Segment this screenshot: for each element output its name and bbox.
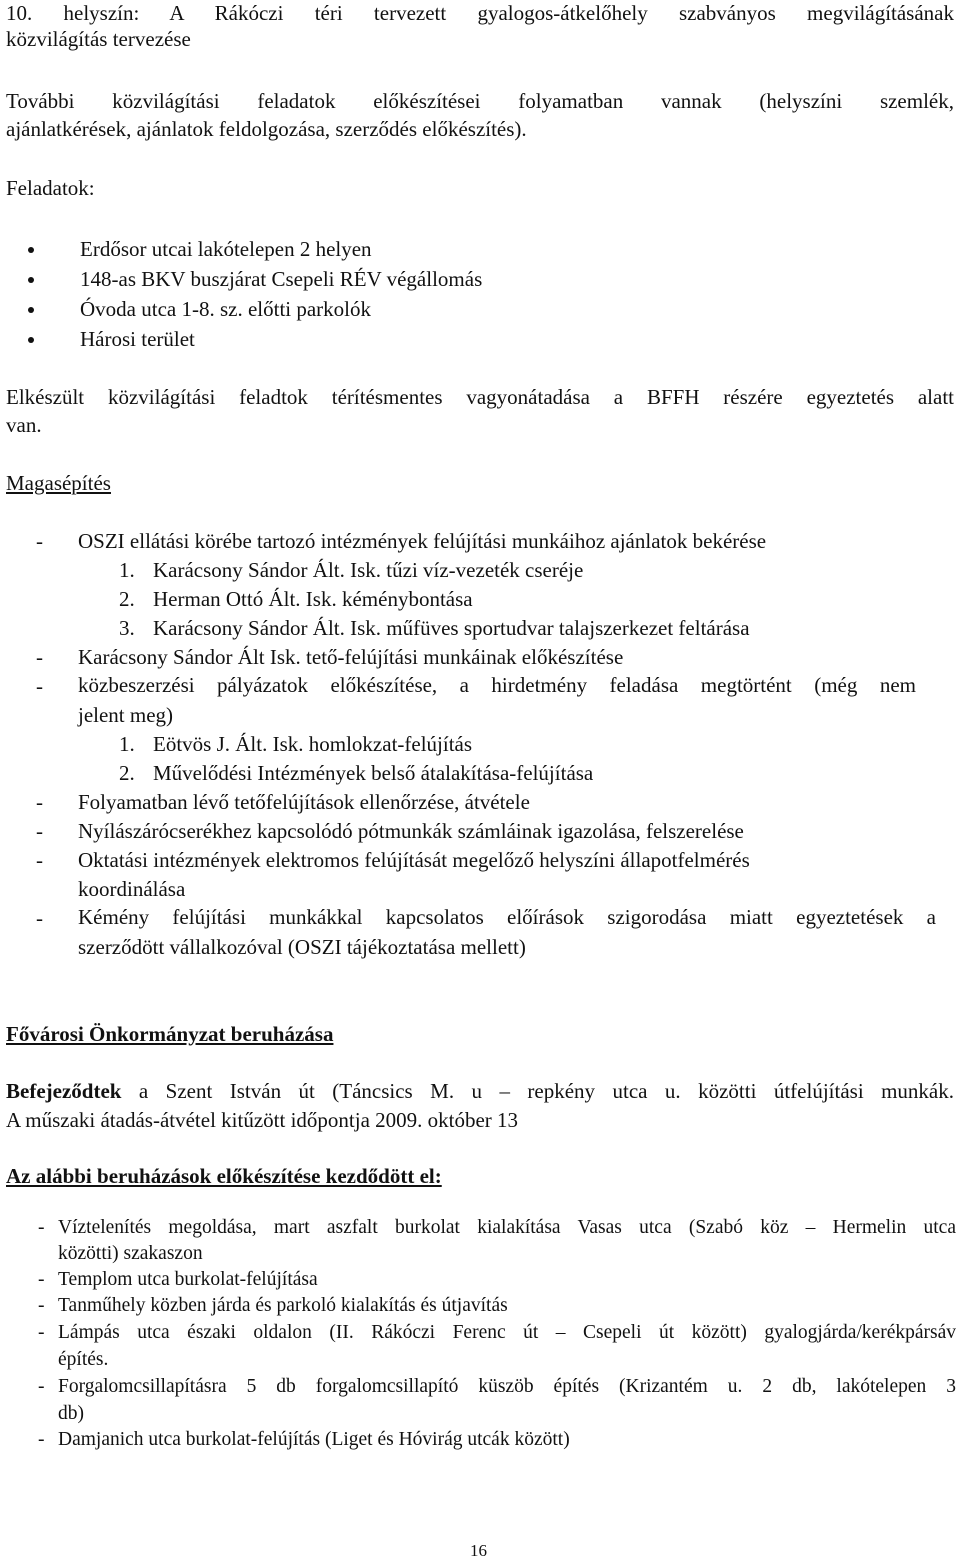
completed-line-2: van. xyxy=(6,413,42,437)
item3-line-2: jelent meg) xyxy=(78,703,174,727)
intro-paragraph xyxy=(6,88,954,115)
prep-item-4-line-2: építés. xyxy=(58,1349,109,1370)
list-item: Erdősor utcai lakótelepen 2 helyen xyxy=(28,237,482,267)
magasepites-title: Magasépítés xyxy=(6,471,111,495)
bullet-icon xyxy=(28,307,34,313)
preparation-title: Az alábbi beruházások előkészítése kezdődött el: xyxy=(6,1164,442,1188)
prep-item-4-line-1: Lámpás utca északi oldalon (II. Rákóczi Ferenc út – Csepeli út között) gyalogjárda/kerékpársáv xyxy=(58,1322,956,1343)
prep-item-4-wrap xyxy=(58,1320,956,1346)
fovarosi-done-line xyxy=(6,1078,954,1105)
prep-item-5-line-2: db) xyxy=(58,1403,84,1424)
bullet-icon xyxy=(28,337,34,343)
list-item: Hárosi terület xyxy=(28,327,482,357)
fovarosi-done xyxy=(6,1078,954,1105)
section-header xyxy=(6,0,954,27)
completed-paragraph xyxy=(6,384,954,411)
header-line-1: 10. helyszín: A Rákóczi téri tervezett gyalogos-átkelőhely szabványos megvilágításának xyxy=(6,1,954,25)
fovarosi-handover: A műszaki átadás-átvétel kitűzött időpontja 2009. október 13 xyxy=(6,1108,519,1132)
intro-line-1: További közvilágítási feladatok előkészítései folyamatban vannak (helyszíni szemlék, xyxy=(6,89,954,113)
completed-line-1: Elkészült közvilágítási feladtok térítésmentes vagyonátadása a BFFH részére egyeztetés alatt xyxy=(6,385,954,409)
fovarosi-title: Fővárosi Önkormányzat beruházása xyxy=(6,1022,334,1046)
item3-wrap xyxy=(78,672,916,699)
bullet-icon xyxy=(28,247,34,253)
bullet-icon xyxy=(28,277,34,283)
intro-line-2: ajánlatkérések, ajánlatok feldolgozása, szerződés előkészítés). xyxy=(6,117,527,141)
item7-line-1: Kémény felújítási munkákkal kapcsolatos előírások szigorodása miatt egyeztetések a xyxy=(78,905,936,929)
prep-item-1-wrap xyxy=(58,1215,956,1241)
tasks-list xyxy=(28,237,482,357)
prep-item-5-wrap xyxy=(58,1374,956,1400)
tasks-label: Feladatok: xyxy=(6,176,95,200)
fovarosi-done-rest: a Szent István út (Táncsics M. u – repkény utca u. közötti útfelújítási munkák. xyxy=(121,1079,954,1103)
prep-item-5-line-1: Forgalomcsillapításra 5 db forgalomcsillapító küszöb építés (Krizantém u. 2 db, lakótelepen 3 xyxy=(58,1376,956,1397)
item3-line-1: közbeszerzési pályázatok előkészítése, a hirdetmény feladása megtörtént (még nem xyxy=(78,673,916,697)
header-line-2: közvilágítás tervezése xyxy=(6,27,191,51)
item7-wrap xyxy=(78,904,936,931)
prep-item-1-line-2: közötti) szakaszon xyxy=(58,1243,203,1264)
item6-line-2: koordinálása xyxy=(78,877,186,901)
list-item: Óvoda utca 1-8. sz. előtti parkolók xyxy=(28,297,482,327)
fovarosi-done-bold: Befejeződtek xyxy=(6,1079,122,1103)
item7-line-2: szerződött vállalkozóval (OSZI tájékoztatása mellett) xyxy=(78,935,526,959)
list-item: 148-as BKV buszjárat Csepeli RÉV végállomás xyxy=(28,267,482,297)
prep-item-1-line-1: Víztelenítés megoldása, mart aszfalt burkolat kialakítása Vasas utca (Szabó köz – Hermelin utca xyxy=(58,1217,956,1238)
page-number: 16 xyxy=(470,1541,487,1560)
